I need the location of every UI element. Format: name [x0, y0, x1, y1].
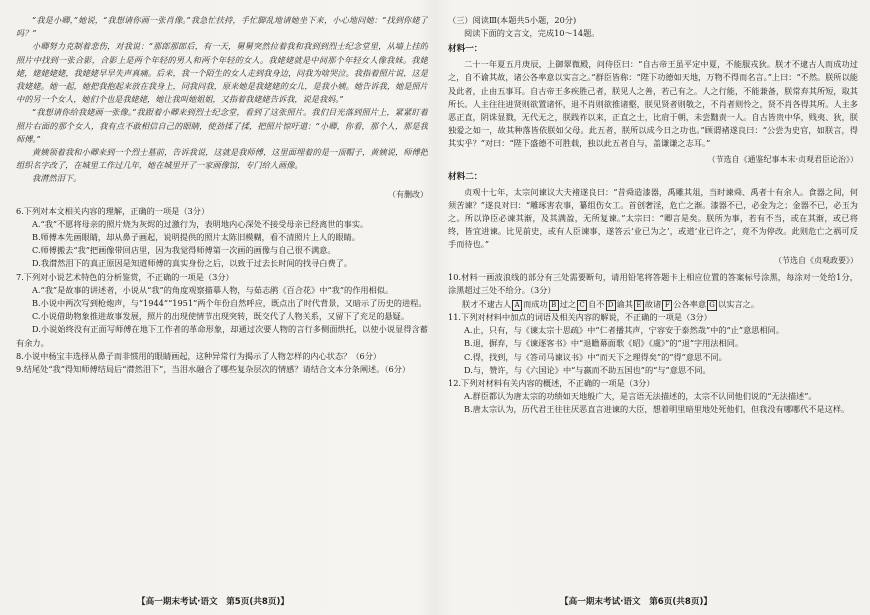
answer-box-b[interactable]: B — [549, 300, 559, 311]
question-6-option-b: B.师傅本先画眼睛，却从鼻子画起，说明提供的照片太陈旧模糊，看不清照片上人的眼睛。 — [32, 232, 360, 243]
question-8: 8.小说中杨宝丰选择从鼻子而非惯用的眼睛画起，这种异常行为揭示了人物怎样的内心状态？（6分） — [16, 350, 382, 361]
sentence-part: 谕其 — [616, 299, 633, 310]
question-12-option-b: B.唐太宗认为，历代君王往往厌恶直言进谏的大臣，想着明里暗里地处死他们，但我没有哪哪代不是这样。 — [464, 404, 850, 415]
sentence-part: 朕才不逮古人 — [462, 299, 512, 310]
sentence-part: 而成功 — [523, 299, 548, 310]
answer-box-c[interactable]: C — [577, 300, 587, 311]
question-6-option-d: D.我潸然泪下的真正原因是知道师傅的真实身份之后，以致于过去长时间的找寻白费了。 — [32, 258, 353, 269]
question-11-option-b: B.退，摒弃，与《谏逐客书》中“退瞻幕面歌《昭》《虞》”的“退”字用法相同。 — [464, 338, 744, 349]
story-paragraph: 黄姨领着我和小卿来到一个烈士墓前，告诉我说，这就是我师傅，这里面埋着的是一顶帽子，黄姨说，师傅把组织名字改了，在城里工作过几年，她在城里开了一家画像馆，专门给人画像。 — [16, 147, 428, 171]
material-1-title: 材料一： — [448, 44, 483, 55]
answer-box-g[interactable]: G — [707, 300, 717, 311]
sentence-part: 各率意 — [681, 299, 707, 310]
question-7-option-a: A.“我”是故事的讲述者，小说从“我”的角度观察描摹人物，与茹志鹃《百合花》中“我”的作用相似。 — [32, 284, 394, 295]
sentence-part: 诸 — [653, 299, 662, 310]
source-note: （有删改） — [388, 189, 428, 199]
page-footer-left: 【高一期末考试·语文 第5页(共8页)】 — [137, 597, 289, 607]
answer-box-d[interactable]: D — [606, 300, 616, 311]
question-12-option-a: A.群臣都认为唐太宗的功绩如天地般广大，是言语无法描述的，太宗不认同他们说的“无法描述”。 — [464, 391, 817, 402]
story-paragraph: 小卿努力克制着悲伤，对我说：“那郎那郎后，有一天，舅舅突然拉着我和我到到烈士纪念堂里，从墙上挂的照片中找到一张合影，合影上是两个年轻的男人和两个年轻的女人。我姥姥就是中间那个年轻女人像我妹。我姥姥，姥姥姥姥，我姥姥早早失声真痛。后来，我一个陌生的女人走到我身边，问我为啥哭泣。我指着照片说，这是我姥姥。她一起，她把我抱起来放在我身上，同我问我，原来她是我姥姥的女儿，是我小姨。她告诉我，她是照片中的另一个女人，她们个也是我姥姥，她让我叫她姐姐，又指着我姥姥告诉我，说是我妈。” — [16, 41, 428, 105]
left-page — [16, 14, 428, 581]
question-7-option-c: C.小说借助物象推进故事发展，照片的出现使情节出现突转，既交代了人物关系，又留下了充足的悬疑。 — [32, 311, 410, 322]
answer-box-e[interactable]: E — [634, 300, 644, 311]
material-2-source: （节选自《贞观政要》） — [774, 255, 858, 265]
question-10-stem: 10.材料一画波浪线的部分有三处需要断句，请用铅笔将答题卡上相应位置的答案标号涂黑，每涂对一处给1分，涂黑超过三处不给分。（3分） — [448, 271, 858, 295]
reading-instruction: 阅读下面的文言文，完成10～14题。 — [464, 28, 600, 38]
question-6-option-c: C.师傅搬去“我”把画像带回店里，因为我觉得师傅第一次画的画像与自己很不满意。 — [32, 245, 336, 256]
story-paragraph: “我想请你给我姥画一张像。”我跟着小卿来到烈士纪念堂，看到了这张照片。我们目光落到照片上，紧紧盯着照片右面的那个女人，我有点不敢相信自己的眼睛，使劲揉了揉，把照片惊吁道：“小卿，你看，那个人，那是我师傅。” — [16, 107, 428, 144]
answer-box-f[interactable]: F — [662, 300, 672, 311]
question-12-stem: 12.下列对材料有关内容的概述，不正确的一项是（3分） — [448, 378, 655, 389]
page-footer-right: 【高一期末考试·语文 第6页(共8页)】 — [560, 597, 712, 607]
section-heading: （三）阅读Ⅲ(本题共5小题，20分) — [448, 15, 577, 25]
story-paragraph: “我是小卿，”她说，“我想请你画一张肖像。”我急忙扶持，手忙脚乱地请她坐下来，小心地问她：“找到你姥了吗？” — [16, 15, 428, 39]
question-11-stem: 11.下列对材料中加点的词语及相关内容的解说，不正确的一项是（3分） — [448, 312, 712, 323]
question-6-option-a: A.“我”不愿将母亲的照片烧为灰烬的过激行为，表明地内心深处不接受母亲已经离世的事实。 — [32, 218, 369, 229]
question-11-option-a: A.止，只有，与《谏太宗十思疏》中“仁者播其声，宁容安于泰然哉”中的“止”意思相同。 — [464, 325, 785, 336]
question-9: 9.结尾处“我”得知师傅结局后“潸然泪下”，当泪水融合了哪些复杂层次的情感？请结合文本分条阐述。（6分） — [16, 364, 411, 375]
question-11-option-c: C.得，找到，与《答司马谏议书》中“而天下之理得矣”的“得”意思不同。 — [464, 351, 727, 362]
question-7-stem: 7.下列对小说艺术特色的分析鉴赏，不正确的一项是（3分） — [16, 271, 234, 282]
sentence-part: 自不 — [588, 299, 605, 310]
right-page — [448, 14, 858, 581]
material-1-source: （节选自《通鉴纪事本末·贞观君臣论治》） — [707, 154, 858, 164]
sentence-part: 故 — [644, 299, 654, 310]
story-paragraph: 我潸然泪下。 — [32, 173, 82, 184]
answer-box-a[interactable]: A — [512, 300, 522, 311]
question-10-sentence — [448, 297, 858, 311]
question-7-option-b: B.小说中两次写到枪炮声，与“1944”“1951”两个年份自然呼应，既点出了时代背景，又暗示了历史的进程。 — [32, 298, 427, 309]
sentence-part: 过之 — [559, 299, 577, 310]
material-1-text: 二十一年夏五月庚辰，上御翠微殿，问侍臣曰：“自古帝王虽平定中夏，不能服戎狄。朕才不逮古人而成功过之，自不谕其故，诸公各率意以实言之。”群臣皆称：“陛下功德如天地，万物不得而名言。”上曰：“不然。朕所以能及此者，止由五事耳。自古帝王多疾胜己者，朕见人之善，若己有之。人之行能，不能兼备，朕常弃其所短，取其所长。人主往往进贤则欲置诸怀，退不肖则欲推诸壑，朕见贤者则敬之，不肖者则怜之，贤不肖各得其所。人主多恶正直，阴诛显戮，无代无之，朕践祚以来，正直之士，比肩于朝，未尝黜责一人。自古皆贵中华，贱夷、狄，朕独爱之如一，故其种落皆依朕如父母。此五者，朕所以成今日之功也。”顾谓褚遂良曰：“公尝为史官，如朕言，得其实乎？”对曰：“陛下盛德不可胜载，独以此五者自与，盖谦谦之志耳。” — [448, 59, 858, 149]
material-2-text: 贞观十七年，太宗问谏议大夫褚遂良曰：“昔舜造漆器，禹雕其俎，当时谏舜、禹者十有余人。食器之间，何须苦谏？”遂良对曰：“雕琢害农事，纂组伤女工。首创奢淫，危亡之渐。漆器不已，必金为之；金器不已，必玉为之。所以诤臣必谏其渐，及其满盈，无所复谏。”太宗曰：“卿言是矣。朕所为事，若有不当，或在其渐，或已将终，皆宜进谏。比见前史，或有人臣谏事，遂答云‘业已为之’，或道‘业已许之’，竟不为停改。此则危亡之祸可反手而待也。” — [448, 186, 858, 250]
question-6-stem: 6.下列对本文相关内容的理解，正确的一项是（3分） — [16, 205, 210, 216]
material-2-title: 材料二： — [448, 171, 483, 182]
sentence-part: 公 — [673, 299, 682, 310]
question-7-option-d: D.小说始终没有正面写师傅在地下工作者的革命形象，却通过次要人物的言行多侧面烘托，以使小说显得含蓄有余力。 — [16, 324, 428, 348]
question-11-option-d: D.与，赞许，与《六国论》中“与嬴而不助五国也”的“与”意思不同。 — [464, 364, 711, 375]
sentence-part: 以实言之。 — [718, 299, 760, 310]
